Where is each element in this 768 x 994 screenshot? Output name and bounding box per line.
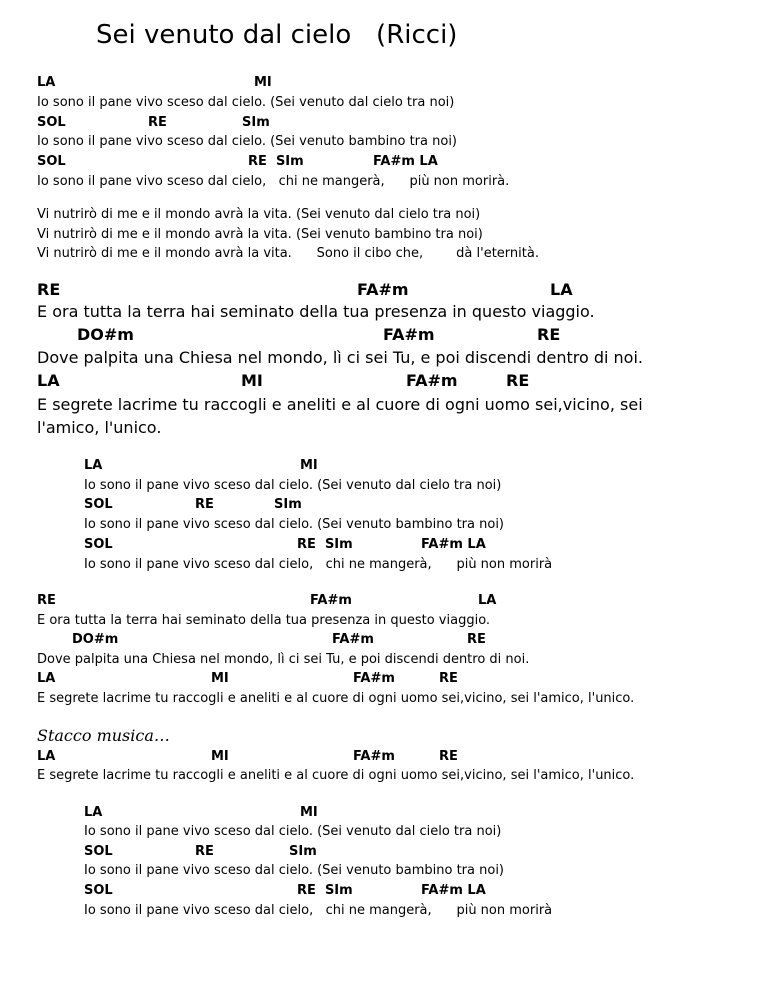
stacco-note: Stacco musica… <box>37 726 170 745</box>
lyric-line: l'amico, l'unico. <box>37 418 162 437</box>
chord: SOL <box>84 497 113 512</box>
lyric-line: Io sono il pane vivo sceso dal cielo, chi ne mangerà, più non morirà <box>84 557 553 572</box>
chord: RE SIm <box>297 883 353 898</box>
lyric-line: Io sono il pane vivo sceso dal cielo. (Sei venuto dal cielo tra noi) <box>37 95 455 110</box>
chord: FA#m <box>383 325 435 344</box>
chord: FA#m <box>353 749 395 764</box>
chord: MI <box>211 671 229 686</box>
lyric-line: Dove palpita una Chiesa nel mondo, lì ci sei Tu, e poi discendi dentro di noi. <box>37 652 530 667</box>
chord: FA#m <box>332 632 374 647</box>
lyric-line: Io sono il pane vivo sceso dal cielo. (Sei venuto bambino tra noi) <box>37 134 458 149</box>
lyric-line: E ora tutta la terra hai seminato della tua presenza in questo viaggio. <box>37 613 491 628</box>
chord: RE <box>195 844 214 859</box>
lyric-line: Io sono il pane vivo sceso dal cielo, chi ne mangerà, più non morirà <box>84 903 553 918</box>
lyric-line: Dove palpita una Chiesa nel mondo, lì ci sei Tu, e poi discendi dentro di noi. <box>37 348 643 367</box>
chord: RE <box>467 632 486 647</box>
chord: FA#m <box>406 371 458 390</box>
chord: RE SIm <box>297 537 353 552</box>
chord: LA <box>37 671 56 686</box>
chord: MI <box>211 749 229 764</box>
lyric-line: Io sono il pane vivo sceso dal cielo. (Sei venuto dal cielo tra noi) <box>84 824 502 839</box>
chord: FA#m <box>353 671 395 686</box>
lyric-line: E segrete lacrime tu raccogli e aneliti e al cuore di ogni uomo sei,vicino, sei l'amico, l'unico. <box>37 691 635 706</box>
chord: LA <box>550 280 573 299</box>
chord: MI <box>241 371 263 390</box>
chord: MI <box>254 75 272 90</box>
chord: SOL <box>84 883 113 898</box>
lyric-line: Io sono il pane vivo sceso dal cielo. (Sei venuto dal cielo tra noi) <box>84 478 502 493</box>
chord: RE SIm <box>248 154 304 169</box>
chord: RE <box>506 371 530 390</box>
chord: LA <box>37 75 56 90</box>
lyric-line: E segrete lacrime tu raccogli e aneliti e al cuore di ogni uomo sei,vicino, sei <box>37 395 643 414</box>
chord: FA#m LA <box>421 537 486 552</box>
chord: MI <box>300 458 318 473</box>
chord: RE <box>537 325 561 344</box>
chord: RE <box>37 280 61 299</box>
chord: FA#m <box>357 280 409 299</box>
chord: DO#m <box>77 325 134 344</box>
chord: RE <box>439 749 458 764</box>
chord: FA#m LA <box>421 883 486 898</box>
lyric-line: Vi nutrirò di me e il mondo avrà la vita. (Sei venuto dal cielo tra noi) <box>37 207 481 222</box>
chord: DO#m <box>72 632 119 647</box>
chord: SOL <box>84 537 113 552</box>
chord: SOL <box>84 844 113 859</box>
chord: RE <box>148 115 167 130</box>
chord: SOL <box>37 115 66 130</box>
song-title: Sei venuto dal cielo (Ricci) <box>96 20 458 50</box>
chord: SIm <box>242 115 270 130</box>
lyric-line: Vi nutrirò di me e il mondo avrà la vita. Sono il cibo che, dà l'eternità. <box>37 246 539 261</box>
lyric-line: E ora tutta la terra hai seminato della tua presenza in questo viaggio. <box>37 302 595 321</box>
lyric-line: E segrete lacrime tu raccogli e aneliti e al cuore di ogni uomo sei,vicino, sei l'amico, l'unico. <box>37 768 635 783</box>
chord: LA <box>37 749 56 764</box>
chord: LA <box>84 805 103 820</box>
chord: FA#m LA <box>373 154 438 169</box>
lyric-line: Io sono il pane vivo sceso dal cielo, chi ne mangerà, più non morirà. <box>37 174 510 189</box>
lyric-line: Io sono il pane vivo sceso dal cielo. (Sei venuto bambino tra noi) <box>84 517 505 532</box>
chord: SOL <box>37 154 66 169</box>
chord: SIm <box>289 844 317 859</box>
chord: MI <box>300 805 318 820</box>
chord: RE <box>195 497 214 512</box>
chord: LA <box>84 458 103 473</box>
lyric-line: Io sono il pane vivo sceso dal cielo. (Sei venuto bambino tra noi) <box>84 863 505 878</box>
chord: SIm <box>274 497 302 512</box>
chord: RE <box>37 593 56 608</box>
chord: FA#m <box>310 593 352 608</box>
lyric-line: Vi nutrirò di me e il mondo avrà la vita. (Sei venuto bambino tra noi) <box>37 227 483 242</box>
chord: LA <box>37 371 60 390</box>
chord: RE <box>439 671 458 686</box>
chord: LA <box>478 593 497 608</box>
